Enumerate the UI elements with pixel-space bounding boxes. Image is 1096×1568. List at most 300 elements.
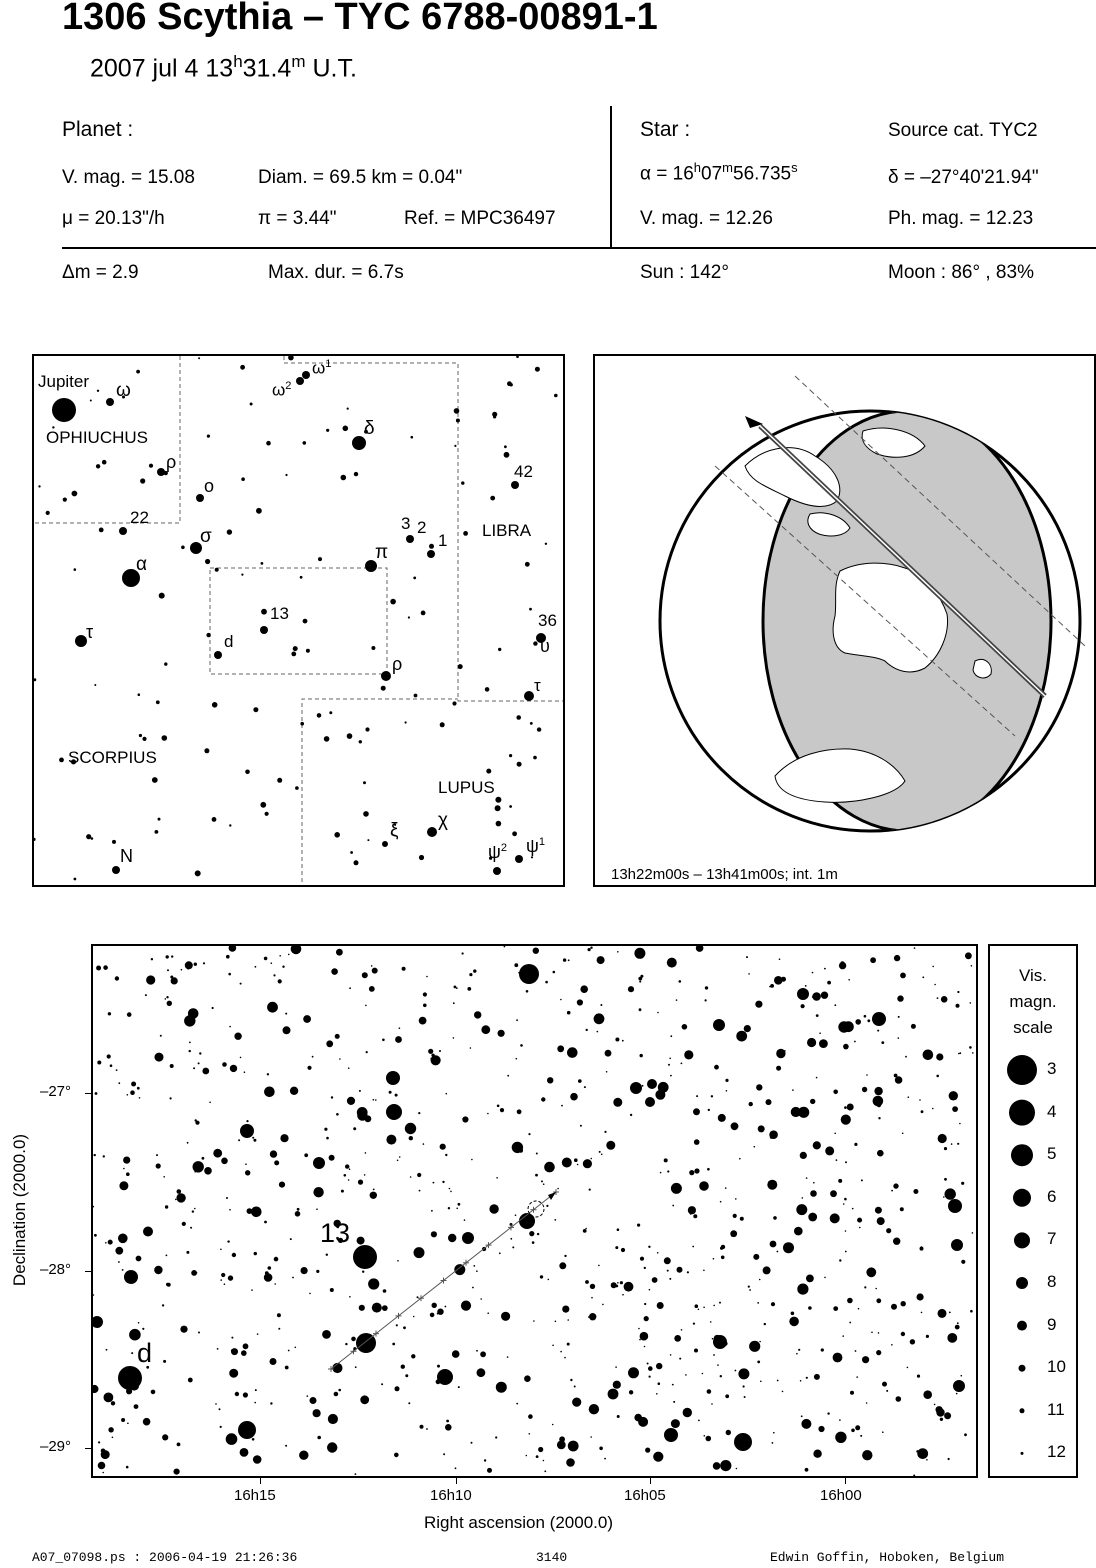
finder-star [381,686,386,691]
field-star [770,984,774,988]
field-star [720,1247,723,1250]
field-star [118,1261,120,1263]
field-star [870,957,876,963]
field-star [801,1004,805,1008]
field-star [381,1383,383,1385]
field-star [664,1428,678,1442]
field-star [862,1450,872,1460]
finder-star [365,727,369,731]
field-star [397,1260,399,1262]
time-suffix: U.T. [305,54,357,83]
field-star [913,1475,915,1477]
field-star [423,1004,427,1008]
field-star [396,1324,398,1326]
field-star [694,1349,698,1353]
field-star [736,1031,747,1042]
field-star [812,972,814,974]
field-star [620,1281,623,1284]
label-omicron: ο [204,476,215,496]
field-star [238,1421,256,1439]
field-star [532,1241,535,1244]
field-star [445,1306,447,1308]
field-star [567,1319,569,1321]
finder-star [504,452,510,458]
field-star [657,1302,664,1309]
field-star [219,1408,221,1410]
field-star [126,1172,130,1176]
field-star [102,1472,104,1474]
finder-star [90,400,92,402]
field-star [955,1325,960,1330]
x-tick-16h10: 16h10 [430,1487,472,1504]
field-star [544,1162,555,1173]
finder-star [496,821,502,827]
finder-star [94,684,96,686]
alpha-s-sup: s [791,160,798,175]
field-star [821,992,828,999]
field-star [831,1219,833,1221]
field-star [671,1183,682,1194]
field-star [254,1252,257,1255]
field-star [617,1282,619,1284]
field-star [430,1313,435,1318]
field-star [498,1030,505,1037]
scale-label: 8 [1047,1272,1057,1291]
finder-star [212,817,217,822]
field-star [921,1312,923,1314]
field-star [779,958,781,960]
field-star [162,1434,168,1440]
scale-dot [1009,1100,1035,1126]
field-star [878,1117,880,1119]
field-star [605,1050,612,1057]
field-star [720,1375,722,1377]
field-star [464,1219,466,1221]
field-star [746,956,748,958]
field-star [707,1389,712,1394]
field-star [843,1044,849,1050]
finder-star [245,770,250,775]
field-star [213,1149,222,1158]
field-star [317,1436,321,1440]
field-star [171,955,173,957]
finder-star [390,599,396,605]
field-star [749,1102,753,1106]
field-star [118,1234,128,1244]
finder-star [112,866,120,874]
y-tick-28: –28° [40,1261,72,1278]
field-star [458,1203,461,1206]
alpha-h-sup: h [693,160,702,175]
field-star [776,1049,785,1058]
field-star [866,1074,868,1076]
field-star [720,1460,731,1471]
field-star [462,1232,474,1244]
field-star [93,1316,103,1328]
field-star [916,1450,919,1453]
label-scorpius: SCORPIUS [68,748,157,767]
field-star [770,1241,777,1248]
footer-author: Edwin Goffin, Hoboken, Belgium [770,1550,1005,1565]
sun-elongation: Sun : 142° [640,262,729,283]
field-star [772,1442,774,1444]
field-star [621,1248,625,1252]
field-star [956,1393,958,1395]
field-star [227,1240,229,1242]
field-star [764,1323,766,1325]
field-star [689,1170,694,1175]
field-star [344,1174,347,1177]
field-star [798,1349,800,1351]
field-star [436,1379,441,1384]
field-star [454,1264,465,1275]
finder-star [158,818,161,821]
field-star [923,1390,932,1399]
field-star [951,1143,953,1145]
field-star [554,1219,556,1221]
alpha-m-sup: m [722,160,733,175]
field-star [679,1358,681,1360]
label-rho-sco: ρ [392,654,403,674]
finder-star [300,722,304,726]
field-star [827,981,831,985]
field-star [182,1222,186,1226]
field-star [771,1302,775,1306]
finder-star [456,419,460,423]
field-star [516,1403,518,1405]
field-star [599,1447,603,1451]
field-star [229,1209,231,1211]
finder-star [363,811,369,817]
scale-label: 10 [1047,1357,1066,1377]
field-star [839,1028,841,1030]
field-star [142,1328,144,1330]
field-star [838,1179,842,1183]
field-star [526,1455,528,1457]
field-star [313,1187,323,1197]
field-star [104,1393,114,1403]
field-star [668,1064,670,1066]
field-star [166,1255,168,1257]
field-star [497,1105,500,1108]
field-star [399,1027,401,1029]
field-star [533,948,539,954]
finder-star [149,464,153,468]
field-star [317,1270,319,1272]
field-star [336,1113,339,1116]
field-star [156,1163,161,1168]
field-star [816,1014,819,1017]
field-star [240,1448,249,1457]
field-star [589,1189,591,1191]
field-star [98,1441,100,1443]
field-star [622,1294,624,1296]
finder-star [512,831,517,836]
field-star [690,1213,692,1215]
field-star [898,1037,900,1039]
field-star [134,1404,139,1409]
field-star [660,1172,662,1174]
finder-star [427,550,435,558]
field-star [969,1046,972,1049]
field-star [204,1167,212,1175]
field-star [331,968,338,975]
field-star [138,1322,140,1324]
field-star [851,1429,855,1433]
field-star [304,1153,308,1157]
field-star [471,1442,473,1444]
field-star [598,1265,600,1267]
field-star [448,1234,456,1242]
field-star [849,1322,851,1324]
finder-chart [32,354,565,887]
finder-star [530,722,533,725]
field-star [499,1252,501,1254]
field-star [280,1134,288,1142]
finder-star [533,641,537,645]
field-star [583,1229,587,1233]
field-star [94,1154,96,1156]
field-star [496,1382,507,1393]
finder-star [285,474,287,476]
field-star [111,1401,115,1405]
field-star [115,1247,123,1255]
field-star [487,1468,492,1473]
finder-star [261,562,264,565]
scale-dot [1016,1277,1028,1289]
field-star [543,1183,545,1185]
field-star [395,1094,398,1097]
finder-star [493,867,501,875]
field-star [585,1228,587,1230]
finder-star [495,805,501,811]
field-star [572,1398,581,1407]
field-star [957,991,959,993]
field-star [692,1246,694,1248]
field-star [645,1097,655,1107]
field-star [671,1419,680,1428]
x-axis-label: Right ascension (2000.0) [424,1513,614,1532]
field-star [597,1031,599,1033]
field-star [131,1082,136,1087]
field-star [769,986,771,988]
alpha-sec: 56.735 [733,163,792,185]
field-star [769,1130,778,1139]
field-star [854,1041,856,1043]
field-star [673,1401,675,1403]
field-star [123,1157,130,1164]
finder-star [302,371,310,379]
field-star [760,1381,762,1383]
label-2: 2 [417,518,427,537]
field-star [567,1343,570,1346]
field-star [570,1379,572,1381]
field-star [243,1392,248,1397]
field-star [923,1050,934,1061]
field-star [264,1221,267,1224]
finder-star [136,370,140,374]
field-star [601,1154,603,1156]
field-star [313,1409,321,1417]
field-star [131,1352,133,1354]
label-libra: LIBRA [482,521,532,540]
field-star [392,1343,395,1346]
field-star [634,948,645,959]
field-star [905,1056,907,1058]
field-star [264,1087,275,1098]
field-star [487,1312,489,1314]
field-star [123,1168,125,1170]
field-star [443,1453,445,1455]
field-star [209,1102,211,1104]
field-star [740,1217,744,1221]
field-star [713,1305,715,1307]
field-star [589,1313,596,1320]
field-star [471,1159,473,1161]
planet-heading: Planet : [62,118,134,141]
field-star [894,955,900,961]
field-star [295,1211,301,1217]
finder-star [55,403,60,408]
field-star [658,1082,669,1093]
field-star [382,1305,388,1311]
finder-star [537,727,541,731]
field-star [669,1058,671,1060]
field-star [630,1082,642,1094]
field-star [754,1146,756,1148]
field-star [642,1085,644,1087]
field-star [290,1087,298,1095]
field-star [813,1141,821,1149]
field-star [423,1143,425,1145]
field-star [937,997,939,999]
field-star [185,961,193,969]
field-star [345,1164,349,1168]
field-star [212,1007,214,1009]
field-star [456,1208,458,1210]
finder-star [461,481,464,484]
field-star [163,1176,165,1178]
finder-star [215,568,219,572]
field-star [845,1161,847,1163]
finder-star [250,403,253,406]
y-axis-label: Declination (2000.0) [10,1133,29,1287]
field-star [410,1176,412,1178]
field-star [825,1151,827,1153]
field-star [862,1087,867,1092]
field-star [713,1258,715,1260]
field-star [96,966,101,971]
field-star [606,1141,615,1150]
field-star [489,1204,498,1213]
field-star [470,1047,472,1049]
finder-star [253,707,258,712]
field-star [710,1321,712,1323]
field-star [170,1064,174,1068]
field-star [386,1135,396,1145]
field-star [403,1326,406,1329]
star-delta: δ = –27°40'21.94" [888,167,1039,188]
field-star [588,948,591,951]
field-star [617,951,619,953]
field-star [143,1418,151,1426]
field-star [566,1458,575,1467]
field-star [843,1203,845,1205]
field-star [129,1381,139,1391]
field-star [917,1448,928,1459]
field-star [615,1038,619,1042]
field-star [510,1238,512,1240]
field-star [240,983,242,985]
field-star [877,1150,884,1157]
finder-star [533,756,537,760]
field-star [564,1357,566,1359]
field-star [615,1366,617,1368]
alpha-prefix: α = 16 [640,163,694,185]
field-star [301,1267,308,1274]
finder-star [419,855,424,860]
minute-value: 31.4 [242,54,292,83]
field-star [936,1075,939,1078]
field-star [307,1066,311,1070]
field-star [796,1353,798,1355]
field-star [568,959,570,961]
field-star [357,1237,365,1245]
field-star [442,1181,444,1183]
field-star [277,1313,281,1317]
field-star [567,1011,571,1015]
field-star [402,967,406,971]
field-star [563,958,566,961]
field-star [326,1040,333,1047]
field-star [876,1298,881,1303]
scale-title-3: scale [1013,1018,1053,1037]
track-arrow-icon [548,1192,556,1200]
field-star [972,1232,974,1234]
field-star [783,1242,794,1253]
field-star [667,1270,669,1272]
field-star [268,1266,272,1270]
field-star [517,1109,522,1114]
field-star [537,1233,539,1235]
field-star [414,1247,425,1258]
field-star [640,1257,644,1261]
field-star [428,1049,433,1054]
field-star [127,1094,129,1096]
finder-star [515,855,523,863]
field-star [705,999,707,1001]
field-star [413,1316,415,1318]
field-star [877,1030,879,1032]
field-star [132,1273,134,1275]
field-star [590,1158,592,1160]
field-star [704,1435,706,1437]
field-star [789,1317,799,1327]
field-star [187,1142,189,1144]
field-star [711,1403,713,1405]
field-star [608,1389,619,1400]
label-3: 3 [401,514,411,533]
finder-star [296,377,304,385]
field-star [733,1214,737,1218]
field-star [735,1198,737,1200]
field-star [944,1178,947,1181]
field-star [394,1453,399,1458]
field-star [431,1210,433,1212]
field-star [797,1284,808,1295]
field-star [675,1338,677,1340]
field-star [559,1436,565,1442]
